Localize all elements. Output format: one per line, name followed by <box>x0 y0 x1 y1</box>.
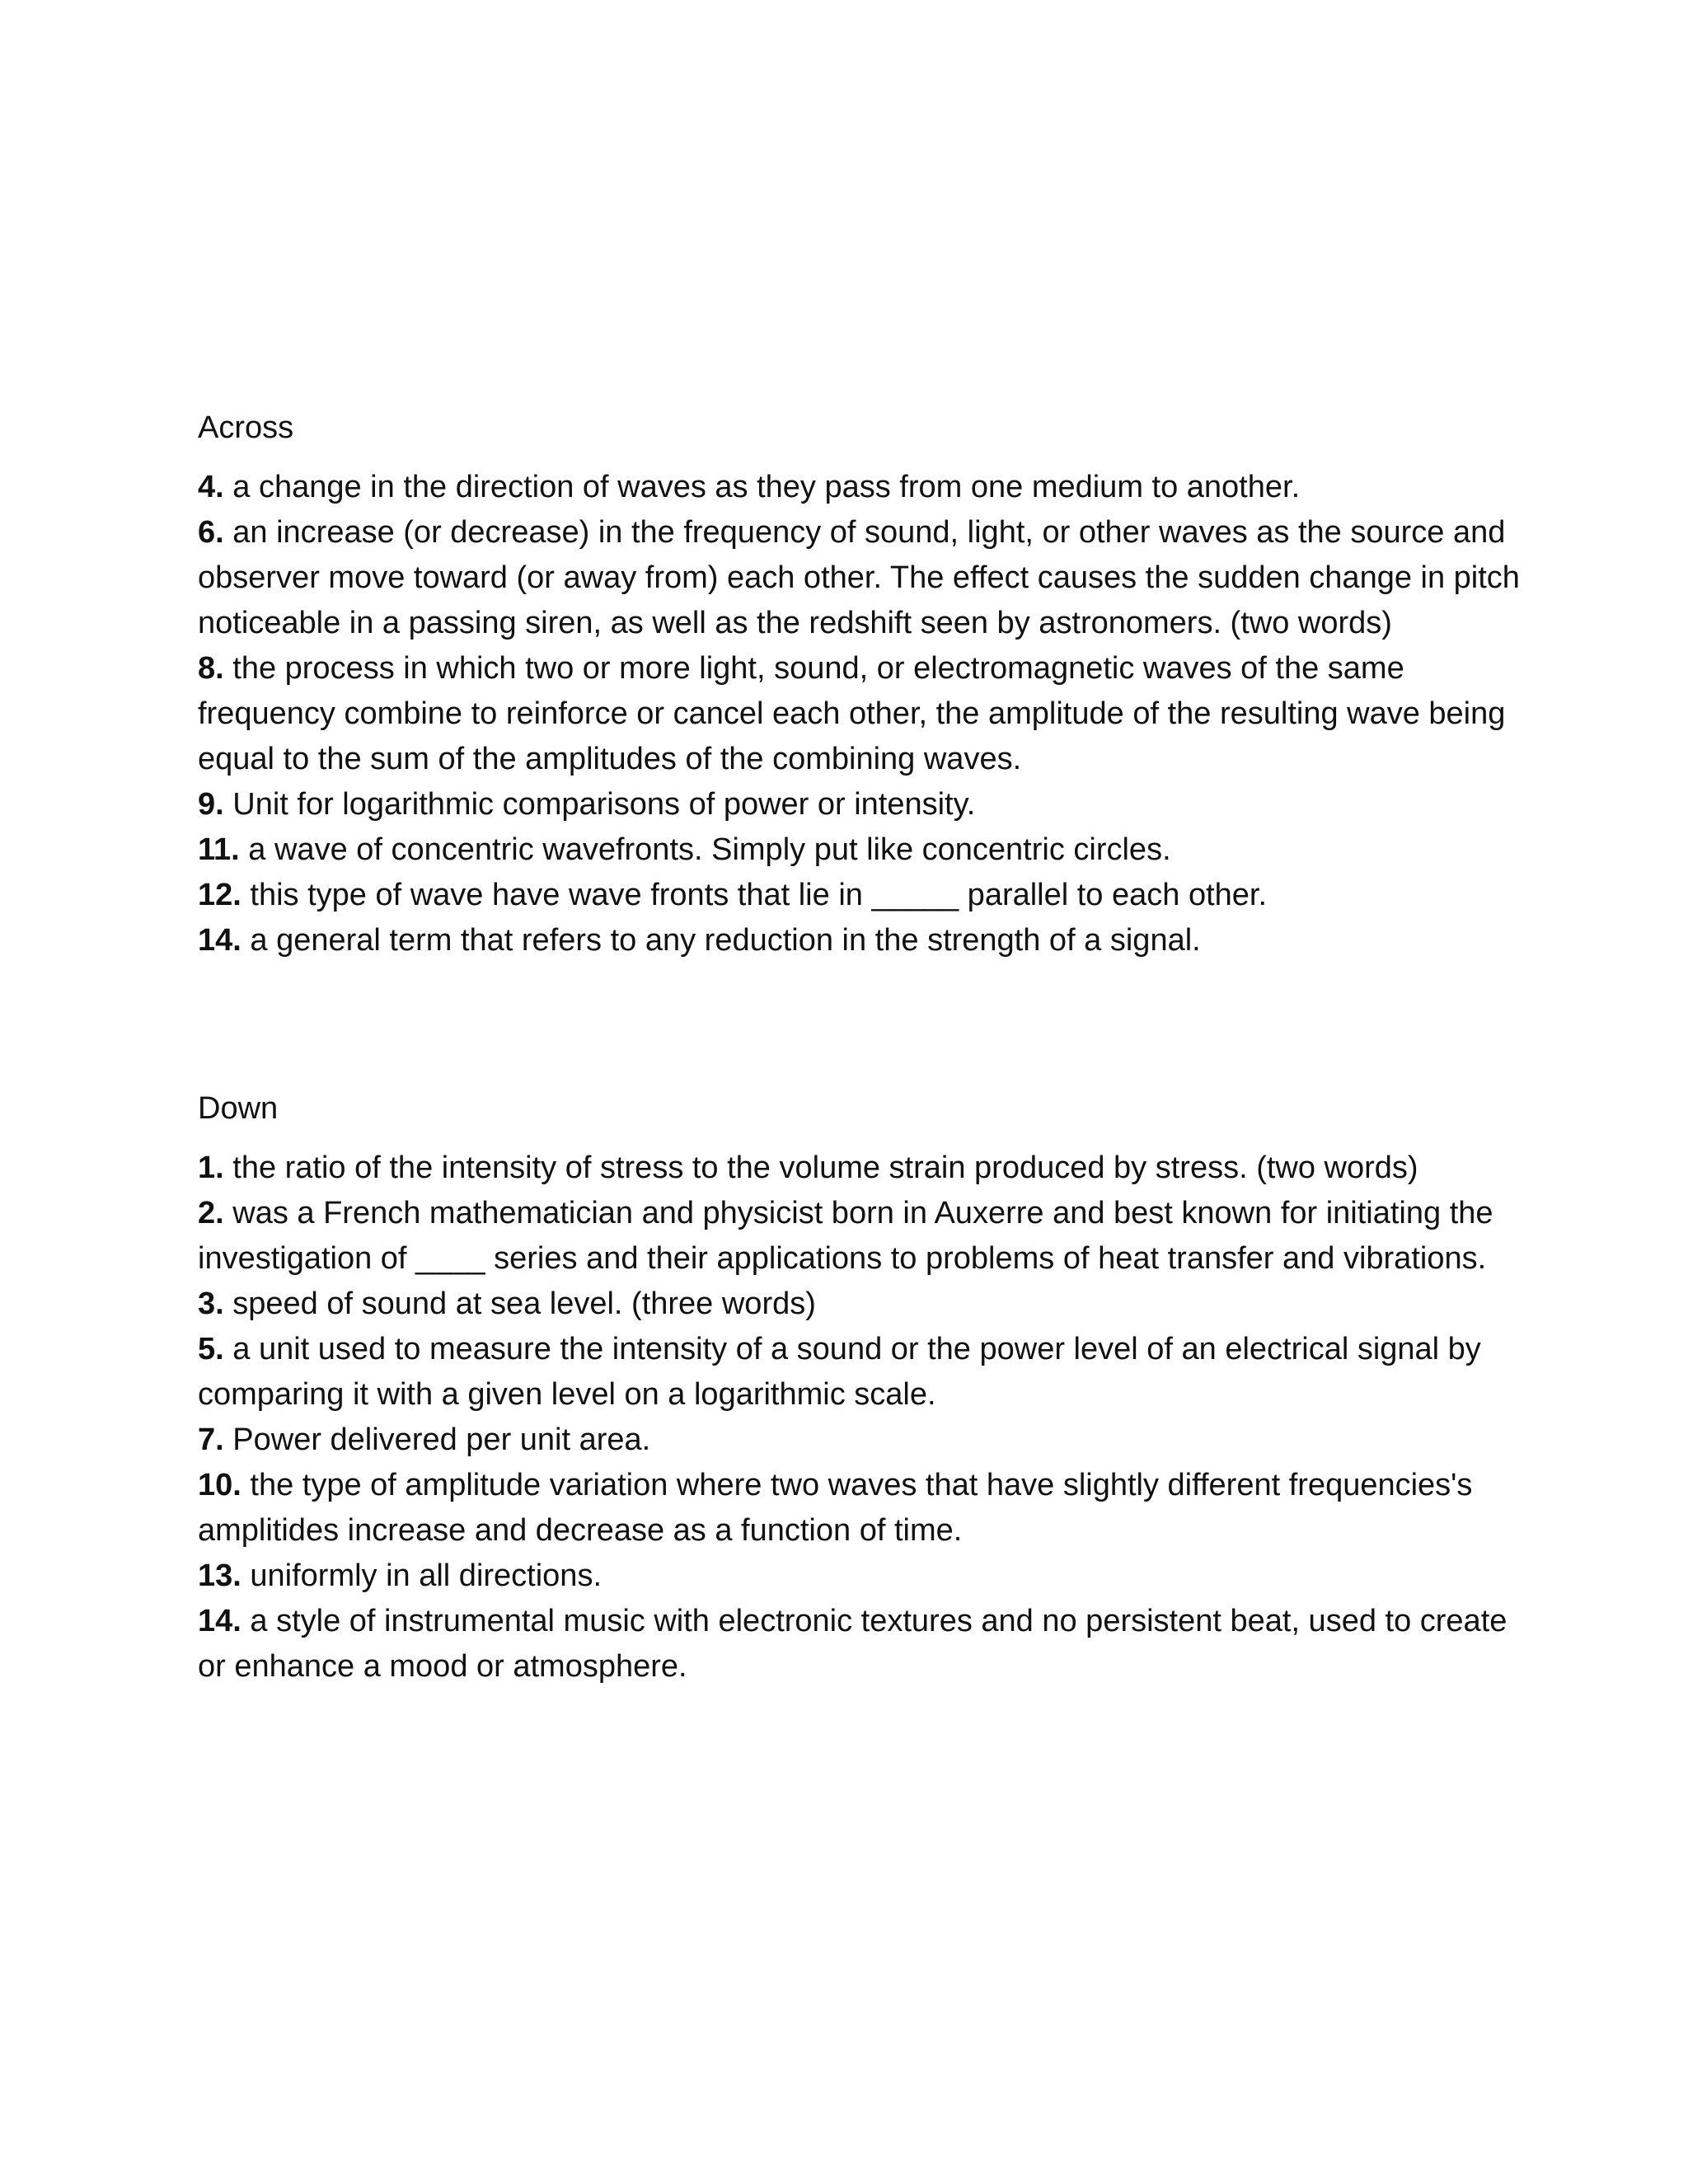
clue-number: 14. <box>198 923 241 958</box>
clue-text: Power delivered per unit area. <box>232 1422 651 1457</box>
clue-item <box>198 1599 1533 1690</box>
down-clue-list <box>198 1146 1533 1690</box>
clue-number: 8. <box>198 651 224 686</box>
clue-text: the ratio of the intensity of stress to the volume strain produced by stress. (two words) <box>232 1151 1418 1185</box>
clue-text: a unit used to measure the intensity of a sound or the power level of an electrical signal by comparing it with a given level on a logarithmic scale. <box>198 1332 1481 1412</box>
clue-item <box>198 873 1533 918</box>
clue-item <box>198 1463 1533 1554</box>
clue-text: was a French mathematician and physicist born in Auxerre and best known for initiating the investigation of ____ series and their applications to problems of heat transfer and vibrations. <box>198 1196 1493 1276</box>
clue-item <box>198 1418 1533 1463</box>
clue-number: 11. <box>198 832 240 867</box>
clue-number: 4. <box>198 470 224 504</box>
clue-number: 1. <box>198 1151 224 1185</box>
clue-item <box>198 1146 1533 1191</box>
clue-item <box>198 1554 1533 1599</box>
clue-text: speed of sound at sea level. (three words) <box>232 1286 816 1321</box>
clue-item <box>198 827 1533 873</box>
clue-number: 13. <box>198 1558 241 1593</box>
clue-text: a general term that refers to any reduction in the strength of a signal. <box>250 923 1201 958</box>
clue-number: 12. <box>198 878 241 912</box>
clue-item <box>198 1282 1533 1327</box>
clue-number: 6. <box>198 515 224 550</box>
clue-text: this type of wave have wave fronts that lie in _____ parallel to each other. <box>250 878 1268 912</box>
clue-item <box>198 646 1533 782</box>
clue-item <box>198 782 1533 827</box>
clue-text: the process in which two or more light, sound, or electromagnetic waves of the same frequency combine to reinforce or cancel each other, the amplitude of the resulting wave being equal to the sum of the amplitudes of the combining waves. <box>198 651 1506 776</box>
clue-item <box>198 1191 1533 1282</box>
clue-number: 9. <box>198 787 224 822</box>
across-heading: Across <box>198 410 294 445</box>
clue-text: the type of amplitude variation where two waves that have slightly different frequencies's amplitides increase and decrease as a function of time. <box>198 1468 1473 1548</box>
clue-text: Unit for logarithmic comparisons of power or intensity. <box>232 787 976 822</box>
clue-item <box>198 465 1533 510</box>
down-section <box>198 1090 1533 1690</box>
clue-number: 5. <box>198 1332 224 1366</box>
clue-text: an increase (or decrease) in the frequency of sound, light, or other waves as the source and observer move toward (or away from) each other. The effect causes the sudden change in pitch noticeable in a passing siren, as well as the redshift seen by astronomers. (two words) <box>198 515 1520 640</box>
clue-number: 2. <box>198 1196 224 1230</box>
down-heading: Down <box>198 1091 279 1126</box>
clue-text: a style of instrumental music with electronic textures and no persistent beat, used to create or enhance a mood or atmosphere. <box>198 1604 1507 1684</box>
across-section <box>198 409 1533 963</box>
clue-item <box>198 918 1533 963</box>
clue-number: 7. <box>198 1422 224 1457</box>
clue-number: 14. <box>198 1604 241 1638</box>
clue-item <box>198 1327 1533 1418</box>
clue-text: uniformly in all directions. <box>250 1558 602 1593</box>
across-clue-list <box>198 465 1533 963</box>
clue-number: 10. <box>198 1468 241 1502</box>
clue-number: 3. <box>198 1286 224 1321</box>
clue-text: a wave of concentric wavefronts. Simply put like concentric circles. <box>248 832 1171 867</box>
clue-text: a change in the direction of waves as they pass from one medium to another. <box>232 470 1301 504</box>
clue-item <box>198 510 1533 646</box>
